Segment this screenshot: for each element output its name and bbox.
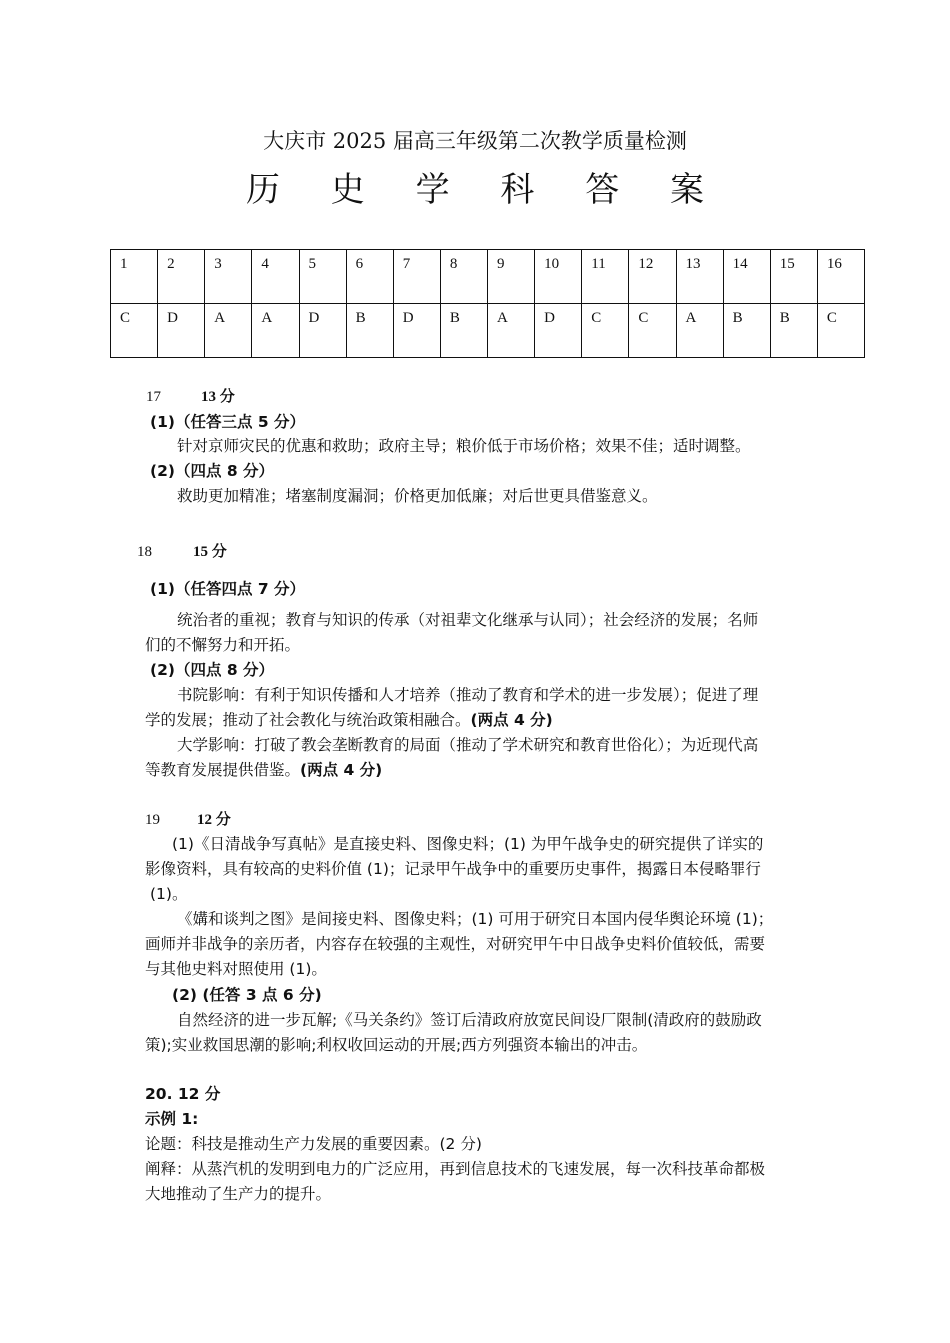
q18-heading — [137, 541, 227, 563]
q19-part1-line: (1)。 — [150, 885, 188, 903]
q18-part1-heading: (1)（任答四点 7 分） — [150, 580, 306, 598]
question-number-cell: 6 — [346, 250, 393, 304]
q17-score: 13 分 — [201, 389, 235, 405]
q20-heading: 20. 12 分 — [145, 1085, 221, 1103]
question-number-cell: 8 — [440, 250, 487, 304]
q19-part1-line: 影像资料，具有较高的史料价值 (1)；记录甲午战争中的重要历史事件，揭露日本侵略罪行 — [145, 860, 761, 878]
answer-cell: A — [252, 304, 299, 358]
page-title: 大庆市 2025 届高三年级第二次教学质量检测 — [263, 129, 687, 153]
q20-explanation-line: 阐释：从蒸汽机的发明到电力的广泛应用，再到信息技术的飞速发展，每一次科技革命都极 — [145, 1160, 766, 1178]
question-number-cell: 12 — [629, 250, 676, 304]
answer-cell: C — [111, 304, 158, 358]
q19-part2-line: 自然经济的进一步瓦解;《马关条约》签订后清政府放宽民间设厂限制(清政府的鼓励政 — [177, 1011, 762, 1029]
q19-part2-line: 策);实业救国思潮的影响;利权收回运动的开展;西方列强资本输出的冲击。 — [145, 1036, 648, 1054]
q18-number: 18 — [137, 544, 152, 560]
question-number-cell: 7 — [393, 250, 440, 304]
question-number-cell: 11 — [582, 250, 629, 304]
answer-cell: C — [817, 304, 864, 358]
q18-part2-line — [145, 709, 553, 731]
question-number-cell: 2 — [158, 250, 205, 304]
q18-score: 15 分 — [193, 544, 227, 560]
q19-part1-line: 《媾和谈判之图》是间接史料、图像史料；(1) 可用于研究日本国内侵华舆论环境 (1)； — [177, 910, 774, 928]
q18-part2-score-note: (两点 4 分) — [470, 711, 553, 729]
answer-cell: B — [770, 304, 817, 358]
answer-table — [110, 249, 865, 358]
q18-part2-line — [145, 759, 382, 781]
q19-part1-line: (1)《日清战争写真帖》是直接史料、图像史料；(1) 为甲午战争史的研究提供了详实的 — [172, 835, 764, 853]
q18-part2-line-text: 等教育发展提供借鉴。 — [145, 761, 301, 779]
q18-part2-score-note: (两点 4 分) — [300, 761, 383, 779]
q18-part2-line: 大学影响：打破了教会垄断教育的局面（推动了学术研究和教育世俗化）；为近现代高 — [177, 736, 759, 754]
answer-cell: A — [488, 304, 535, 358]
q20-thesis: 论题：科技是推动生产力发展的重要因素。(2 分) — [145, 1135, 482, 1153]
q19-number: 19 — [145, 812, 160, 828]
answer-cell: A — [205, 304, 252, 358]
question-number-cell: 9 — [488, 250, 535, 304]
answer-table-answer-row — [111, 304, 865, 358]
q17-part2-text: 救助更加精准；堵塞制度漏洞；价格更加低廉；对后世更具借鉴意义。 — [177, 487, 658, 505]
q19-heading — [145, 809, 231, 831]
question-number-cell: 15 — [770, 250, 817, 304]
answer-cell: C — [582, 304, 629, 358]
answer-table-number-row — [111, 250, 865, 304]
answer-cell: A — [676, 304, 723, 358]
q19-part1-line: 画师并非战争的亲历者，内容存在较强的主观性，对研究甲午中日战争史料价值较低，需要 — [145, 935, 766, 953]
answer-cell: D — [158, 304, 205, 358]
answer-cell: B — [346, 304, 393, 358]
question-number-cell: 3 — [205, 250, 252, 304]
question-number-cell: 10 — [535, 250, 582, 304]
q18-part2-heading: (2)（四点 8 分） — [150, 661, 275, 679]
q19-score: 12 分 — [197, 812, 231, 828]
answer-cell: D — [393, 304, 440, 358]
question-number-cell: 16 — [817, 250, 864, 304]
q17-part1-heading: (1)（任答三点 5 分） — [150, 413, 306, 431]
q20-explanation-line: 大地推动了生产力的提升。 — [145, 1185, 332, 1203]
answer-cell: B — [723, 304, 770, 358]
q18-part2-line-text: 学的发展；推动了社会教化与统治政策相融合。 — [145, 711, 471, 729]
answer-cell: B — [440, 304, 487, 358]
q20-example-label: 示例 1: — [145, 1110, 199, 1128]
question-number-cell: 1 — [111, 250, 158, 304]
page-subtitle: 历 史 学 科 答 案 — [245, 170, 725, 210]
q17-part2-heading: (2)（四点 8 分） — [150, 462, 275, 480]
answer-cell: D — [535, 304, 582, 358]
q17-part1-text: 针对京师灾民的优惠和救助；政府主导；粮价低于市场价格；效果不佳；适时调整。 — [177, 437, 751, 455]
answer-cell: C — [629, 304, 676, 358]
question-number-cell: 4 — [252, 250, 299, 304]
q18-part1-line: 统治者的重视；教育与知识的传承（对祖辈文化继承与认同）；社会经济的发展；名师 — [177, 611, 759, 629]
q18-part1-line: 们的不懈努力和开拓。 — [145, 636, 301, 654]
q19-part1-line: 与其他史料对照使用 (1)。 — [145, 960, 327, 978]
q17-number: 17 — [146, 389, 161, 405]
answer-cell: D — [299, 304, 346, 358]
question-number-cell: 14 — [723, 250, 770, 304]
question-number-cell: 13 — [676, 250, 723, 304]
q18-part2-line: 书院影响：有利于知识传播和人才培养（推动了教育和学术的进一步发展）；促进了理 — [177, 686, 759, 704]
q19-part2-heading: (2) (任答 3 点 6 分) — [172, 986, 322, 1004]
q17-heading — [146, 386, 235, 408]
question-number-cell: 5 — [299, 250, 346, 304]
